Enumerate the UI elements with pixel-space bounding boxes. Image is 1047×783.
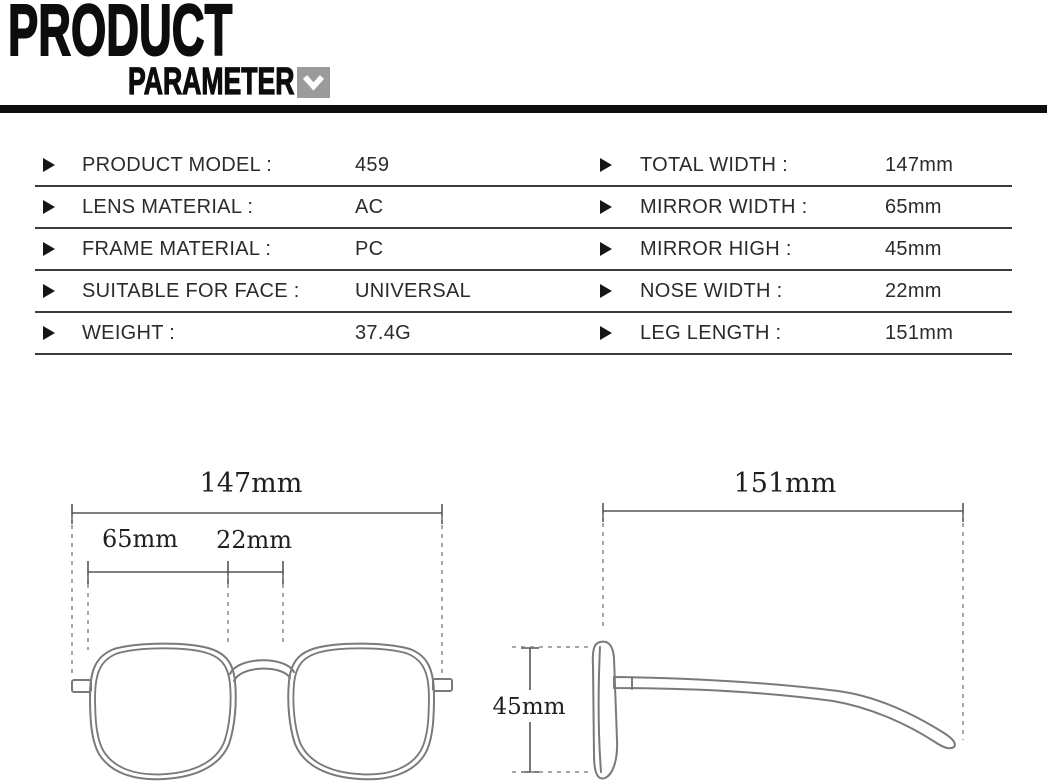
spec-table bbox=[35, 145, 1012, 355]
arrow-bullet-icon bbox=[43, 242, 55, 256]
arrow-bullet-icon bbox=[600, 158, 612, 172]
right-lens bbox=[288, 644, 434, 780]
extension-line bbox=[88, 575, 283, 650]
side-lens-inner-edge bbox=[599, 647, 601, 772]
side-view-diagram bbox=[493, 468, 963, 779]
spec-label: FRAME MATERIAL : bbox=[82, 237, 272, 260]
page-title: PRODUCT bbox=[8, 0, 233, 71]
spec-label: NOSE WIDTH : bbox=[640, 279, 783, 302]
arrow-bullet-icon bbox=[600, 242, 612, 256]
right-lens-inner-rim bbox=[293, 648, 429, 774]
spec-value: 22mm bbox=[885, 279, 942, 302]
nose-width-dimension-label: 22mm bbox=[215, 526, 293, 554]
spec-label: LEG LENGTH : bbox=[640, 321, 782, 344]
total-width-dimension-label: 147mm bbox=[199, 468, 303, 499]
table-row bbox=[35, 229, 1012, 271]
spec-label: TOTAL WIDTH : bbox=[640, 153, 788, 176]
spec-label: PRODUCT MODEL : bbox=[82, 153, 273, 176]
spec-value: UNIVERSAL bbox=[355, 279, 472, 302]
right-temple-stub bbox=[433, 679, 452, 691]
spec-label: MIRROR WIDTH : bbox=[640, 195, 808, 218]
arrow-bullet-icon bbox=[600, 200, 612, 214]
table-row bbox=[35, 145, 1012, 187]
spec-label: SUITABLE FOR FACE : bbox=[82, 279, 300, 302]
total-width-dimension-line bbox=[72, 504, 442, 524]
arrow-bullet-icon bbox=[43, 200, 55, 214]
left-lens-inner-rim bbox=[95, 648, 231, 774]
leg-length-dimension-label: 151mm bbox=[733, 468, 837, 499]
side-lens bbox=[593, 642, 617, 779]
arrow-bullet-icon bbox=[43, 326, 55, 340]
spec-value: 151mm bbox=[885, 321, 954, 344]
front-view-diagram bbox=[72, 468, 452, 779]
spec-value: 65mm bbox=[885, 195, 942, 218]
spec-value: 459 bbox=[355, 153, 390, 176]
nose-bridge-inner bbox=[234, 669, 290, 681]
left-temple-stub bbox=[72, 680, 91, 692]
mirror-width-dimension-label: 65mm bbox=[101, 525, 179, 553]
mirror-height-dimension-label: 45mm bbox=[492, 694, 566, 720]
lens-nose-dimension-line bbox=[88, 561, 283, 584]
temple-arm bbox=[614, 677, 955, 748]
left-lens bbox=[90, 644, 236, 780]
spec-value: PC bbox=[355, 237, 384, 260]
arrow-bullet-icon bbox=[43, 158, 55, 172]
arrow-bullet-icon bbox=[600, 284, 612, 298]
arrow-bullet-icon bbox=[43, 284, 55, 298]
table-row bbox=[35, 271, 1012, 313]
leg-length-dimension-line bbox=[603, 503, 963, 522]
dimension-drawings bbox=[0, 450, 1047, 783]
extension-line bbox=[603, 514, 963, 740]
glasses-side-frame bbox=[593, 642, 955, 779]
spec-label: LENS MATERIAL : bbox=[82, 195, 254, 218]
header-divider bbox=[0, 105, 1047, 113]
spec-value: AC bbox=[355, 195, 384, 218]
arrow-bullet-icon bbox=[600, 326, 612, 340]
spec-value: 37.4G bbox=[355, 321, 411, 344]
glasses-front-frame bbox=[72, 644, 452, 780]
table-row bbox=[35, 187, 1012, 229]
spec-label: WEIGHT : bbox=[82, 321, 176, 344]
spec-value: 147mm bbox=[885, 153, 954, 176]
checkbox-chevron-down-icon bbox=[297, 67, 330, 98]
spec-value: 45mm bbox=[885, 237, 942, 260]
page-subtitle: PARAMETER bbox=[128, 61, 295, 103]
table-row bbox=[35, 313, 1012, 355]
spec-label: MIRROR HIGH : bbox=[640, 237, 792, 260]
